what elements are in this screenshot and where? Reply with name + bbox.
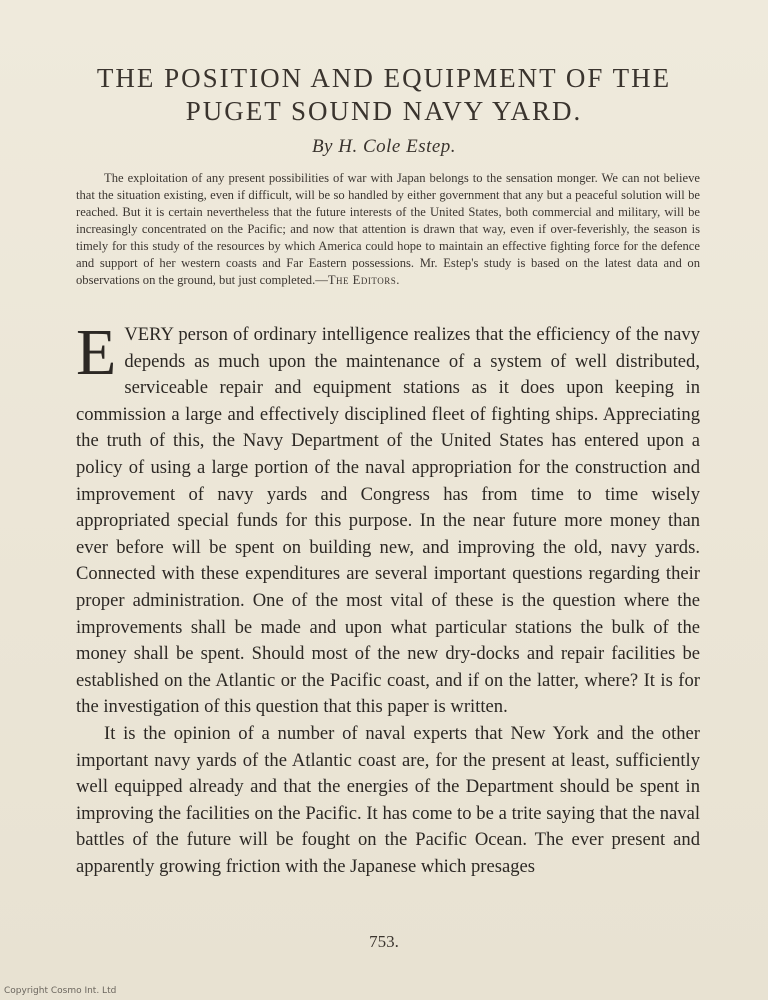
editor-note xyxy=(76,170,700,289)
body-paragraph-2: It is the opinion of a number of naval experts that New York and the other important navy yards of the Atlantic coast are, for the present at least, sufficiently well equipped already and that the energies of the Department should be spent in improving the facilities on the Pacific. It has come to be a trite saying that the naval battles of the future will be fought on the Pacific Ocean. The ever present and apparently growing friction with the Japanese which presages xyxy=(76,722,700,877)
editor-signature: The Editors. xyxy=(327,273,400,287)
article-byline: By H. Cole Estep. xyxy=(311,136,457,157)
copyright-watermark: Copyright Cosmo Int. Ltd xyxy=(4,986,117,996)
article-title-line-2: PUGET SOUND NAVY YARD. xyxy=(185,96,583,126)
article-body xyxy=(76,316,700,880)
editor-note-text: The exploitation of any present possibilities of war with Japan belongs to the sensation monger. We can not believe that the situation existing, even if difficult, will be so handled by either government that any but a peaceful solution will be reached. But it is certain nevertheless that the future interests of the United States, both commercial and military, will be increasingly concentrated on the Pacific; and now that attention is drawn that way, even if over-feverishly, the season is timely for this study of the resources by which America could hope to maintain an effective fighting force for the defence and support of her western coasts and Far Eastern possessions. Mr. Estep's study is based on the latest data and on observations on the ground, but just completed.— xyxy=(76,171,700,287)
body-paragraph-1-text: VERY person of ordinary intelligence realizes that the efficiency of the navy depends as much upon the maintenance of a system of well distributed, serviceable repair and equipment stations as it does upon keeping in commission a large and effectively disciplined fleet of fighting ships. Appreciating the truth of this, the Navy Department of the United States has entered upon a policy of using a large portion of the naval appropriation for the construction and improvement of navy yards and Congress has from time to time wisely appropriated special funds for this purpose. In the near future more money than ever before will be spent on building new, and improving the old, navy yards. Connected with these expenditures are several important questions regarding their proper administration. One of the most vital of these is the question where the improvements shall be made and upon what particular stations the bulk of the money shall be spent. Should most of the new dry-docks and repair facilities be established on the Atlantic or the Pacific coast, and if on the latter, where? It is for the investigation of this question that this paper is written. xyxy=(76,324,700,718)
drop-cap: E xyxy=(76,316,117,389)
article-title-line-1: THE POSITION AND EQUIPMENT OF THE xyxy=(96,63,672,93)
body-paragraph-1 xyxy=(76,316,700,721)
page-number: 753. xyxy=(369,932,399,951)
article-title xyxy=(40,62,728,128)
editor-note-paragraph xyxy=(76,170,700,289)
